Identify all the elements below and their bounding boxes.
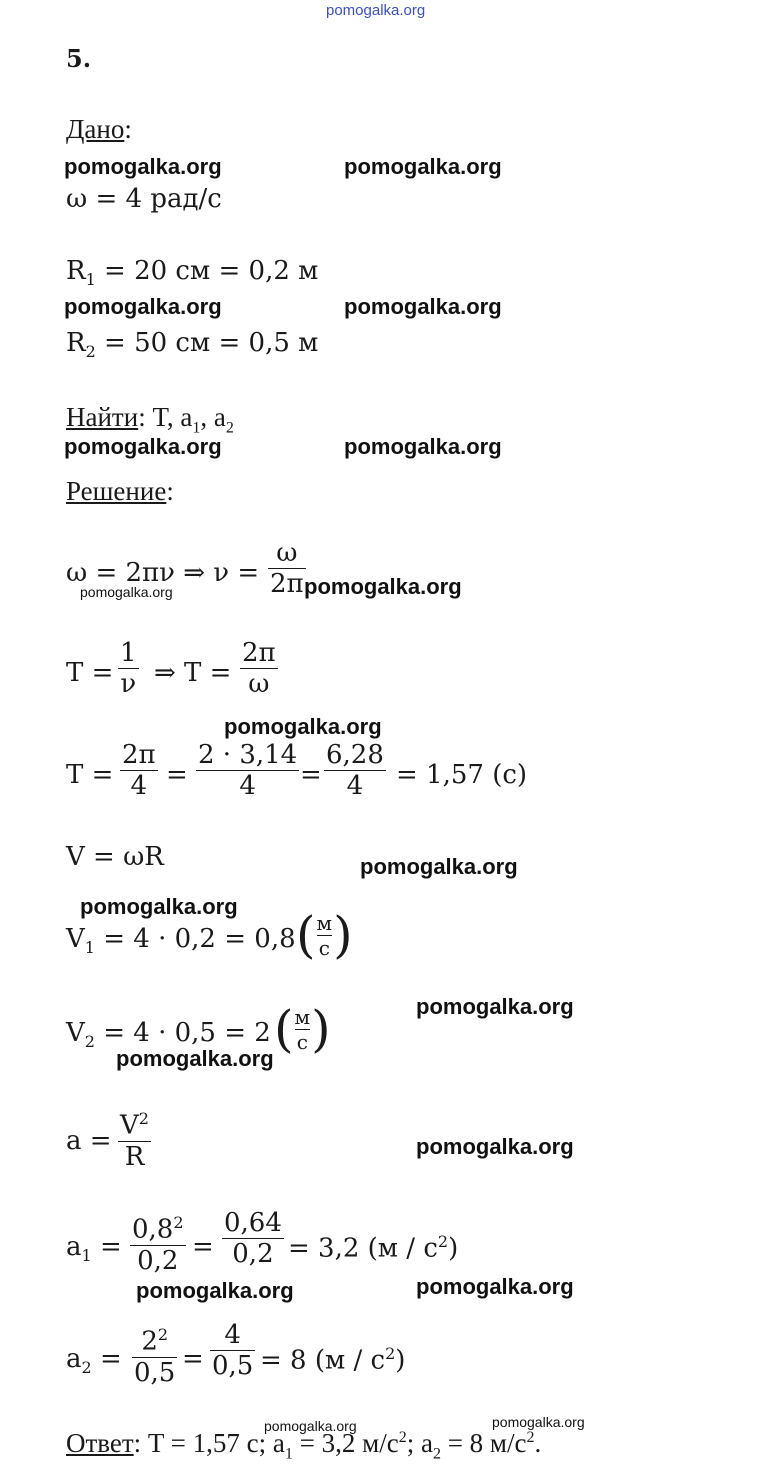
find-sub2: 2 xyxy=(225,419,234,437)
eq9-f1-num-sup: 2 xyxy=(157,1325,169,1344)
eq3-equals-2: = xyxy=(300,760,322,790)
eq2-mid: ⇒ T = xyxy=(154,658,232,688)
answer-t1: : T = 1,57 с; a xyxy=(133,1428,285,1458)
eq9-result-text: = 8 (м / с xyxy=(260,1345,386,1376)
given-heading xyxy=(66,114,132,145)
find-rest: : T, a xyxy=(138,402,193,432)
eq1-left: ω = 2πν ⇒ ν = xyxy=(66,558,260,588)
unit-fraction xyxy=(295,1005,311,1054)
watermark: pomogalka.org xyxy=(360,854,518,879)
answer-t3: ; a xyxy=(406,1428,433,1458)
find-label: Найти xyxy=(66,402,139,432)
paren-left: ( xyxy=(296,906,316,964)
eq3-fraction-2 xyxy=(196,740,299,801)
eq5 xyxy=(66,924,296,957)
eq3-f1-den: 4 xyxy=(130,771,148,801)
eq8-f2-den: 0,2 xyxy=(232,1239,274,1269)
eq2-left: T = xyxy=(66,658,114,688)
answer-sub1: 1 xyxy=(284,1445,293,1463)
eq7-den: R xyxy=(124,1141,145,1172)
watermark: pomogalka.org xyxy=(492,1414,585,1430)
answer-sup1: 2 xyxy=(398,1429,407,1446)
watermark: pomogalka.org xyxy=(64,154,222,179)
eq7-num-sup: 2 xyxy=(138,1109,149,1128)
eq9-result-sup: 2 xyxy=(385,1344,396,1363)
find-line xyxy=(66,402,234,437)
watermark: pomogalka.org xyxy=(416,1274,574,1299)
eq8-f2-num: 0,64 xyxy=(224,1208,282,1238)
eq3-f3-num: 6,28 xyxy=(326,740,384,770)
unit-fraction xyxy=(317,911,333,960)
eq5-sub: 1 xyxy=(84,938,95,958)
unit-den: с xyxy=(296,1029,308,1054)
answer-t5: . xyxy=(534,1428,542,1458)
eq3-f3-den: 4 xyxy=(346,771,364,801)
eq2-num2: 2π xyxy=(242,638,276,668)
watermark: pomogalka.org xyxy=(344,434,502,459)
eq8-result-sup: 2 xyxy=(437,1232,449,1251)
answer-t4: = 8 м/с xyxy=(440,1428,527,1458)
watermark: pomogalka.org xyxy=(64,434,222,459)
eq8-result-text: = 3,2 (м / с xyxy=(288,1233,438,1264)
find-sub1: 1 xyxy=(192,419,201,437)
r2-symbol: R xyxy=(66,328,86,358)
eq8-sub: 1 xyxy=(81,1246,92,1266)
watermark: pomogalka.org xyxy=(264,1418,357,1434)
watermark: pomogalka.org xyxy=(80,584,173,600)
eq8-equals-2: = xyxy=(192,1232,214,1262)
eq6-unit xyxy=(274,1000,331,1058)
watermark: pomogalka.org xyxy=(116,1046,274,1071)
eq8-eq: = xyxy=(91,1232,122,1262)
solution-heading xyxy=(66,476,174,507)
eq9-left xyxy=(66,1344,122,1377)
eq5-v: V xyxy=(66,924,85,954)
given-label: Дано xyxy=(66,114,125,144)
eq8-left xyxy=(66,1232,122,1265)
r1-value: = 20 см = 0,2 м xyxy=(95,256,319,286)
eq3-left: T = xyxy=(66,760,114,790)
eq7-num xyxy=(118,1104,151,1141)
eq6-rest: = 4 · 0,5 = 2 xyxy=(94,1018,271,1048)
problem-number: 5. xyxy=(66,44,92,73)
eq9-f1-den: 0,5 xyxy=(134,1357,176,1388)
eq5-rest: = 4 · 0,2 = 0,8 xyxy=(94,924,296,954)
answer-sub2: 2 xyxy=(432,1445,441,1463)
eq9-f2-den: 0,5 xyxy=(212,1351,254,1381)
watermark: pomogalka.org xyxy=(80,894,238,919)
eq9-f1-num-base: 2 xyxy=(141,1326,158,1357)
eq4: V = ωR xyxy=(66,842,164,872)
solution-colon: : xyxy=(166,476,174,506)
eq5-unit xyxy=(296,906,353,964)
eq8-fraction-1 xyxy=(130,1208,186,1276)
eq3-fraction-1 xyxy=(120,740,158,801)
eq3-f2-num: 2 · 3,14 xyxy=(198,740,298,770)
eq8-a: a xyxy=(66,1232,82,1262)
eq1-num: ω xyxy=(276,538,298,568)
answer-sup2: 2 xyxy=(526,1429,535,1446)
given-r2 xyxy=(66,328,318,361)
answer-line xyxy=(66,1428,541,1463)
eq8-result xyxy=(288,1232,458,1264)
r2-sub: 2 xyxy=(85,342,96,362)
find-mid: , a xyxy=(200,402,226,432)
eq3-f2-den: 4 xyxy=(239,771,256,801)
eq9-f1-num xyxy=(139,1320,170,1357)
eq1-fraction xyxy=(268,538,306,599)
eq9-equals-2: = xyxy=(182,1344,204,1374)
eq2-num: 1 xyxy=(120,638,137,668)
watermark: pomogalka.org xyxy=(416,994,574,1019)
eq2-fraction-2 xyxy=(240,638,278,699)
eq1-den: 2π xyxy=(270,569,304,599)
eq9-eq: = xyxy=(91,1344,122,1374)
eq3-f1-num: 2π xyxy=(122,740,156,770)
given-r1 xyxy=(66,256,318,289)
r2-value: = 50 см = 0,5 м xyxy=(95,328,319,358)
given-colon: : xyxy=(124,114,132,144)
watermark: pomogalka.org xyxy=(416,1134,574,1159)
eq2-den: ν xyxy=(120,669,137,699)
watermark: pomogalka.org xyxy=(224,714,382,739)
watermark: pomogalka.org xyxy=(64,294,222,319)
paren-right: ) xyxy=(333,906,353,964)
answer-t2: = 3,2 м/с xyxy=(292,1428,399,1458)
unit-den: с xyxy=(318,935,330,960)
eq9-fraction-2 xyxy=(210,1320,255,1381)
eq8-f1-den: 0,2 xyxy=(137,1245,179,1276)
eq8-f1-num xyxy=(130,1208,186,1245)
unit-num: м xyxy=(294,1004,311,1029)
paren-left: ( xyxy=(274,1000,294,1058)
watermark-top: pomogalka.org xyxy=(326,2,426,19)
watermark: pomogalka.org xyxy=(344,154,502,179)
eq9-sub: 2 xyxy=(81,1358,92,1378)
eq6-sub: 2 xyxy=(84,1032,95,1052)
eq9-a: a xyxy=(66,1344,82,1374)
watermark: pomogalka.org xyxy=(344,294,502,319)
eq6-v: V xyxy=(66,1018,85,1048)
eq2-den2: ω xyxy=(248,669,270,699)
r1-sub: 1 xyxy=(85,270,96,290)
paren-right: ) xyxy=(311,1000,331,1058)
eq9-result-end: ) xyxy=(395,1345,406,1376)
eq8-fraction-2 xyxy=(222,1208,284,1269)
eq3-fraction-3 xyxy=(324,740,386,801)
watermark: pomogalka.org xyxy=(136,1278,294,1303)
unit-num: м xyxy=(316,910,333,935)
eq7-num-base: V xyxy=(120,1110,139,1141)
given-omega: ω = 4 рад/с xyxy=(66,184,222,214)
eq8-f1-num-sup: 2 xyxy=(173,1213,184,1232)
eq3-result: = 1,57 (с) xyxy=(396,760,528,790)
eq8-result-end: ) xyxy=(448,1233,459,1264)
eq9-f2-num: 4 xyxy=(224,1320,241,1350)
eq2-fraction-1 xyxy=(118,638,139,699)
answer-label: Ответ xyxy=(66,1428,134,1458)
eq7-fraction xyxy=(118,1104,151,1172)
r1-symbol: R xyxy=(66,256,86,286)
eq3-equals: = xyxy=(166,760,188,790)
eq7-left: a = xyxy=(66,1126,112,1156)
solution-label: Решение xyxy=(66,476,167,506)
eq8-f1-num-base: 0,8 xyxy=(132,1214,174,1245)
eq9-fraction-1 xyxy=(132,1320,177,1388)
watermark: pomogalka.org xyxy=(304,574,462,599)
eq9-result xyxy=(260,1344,405,1376)
